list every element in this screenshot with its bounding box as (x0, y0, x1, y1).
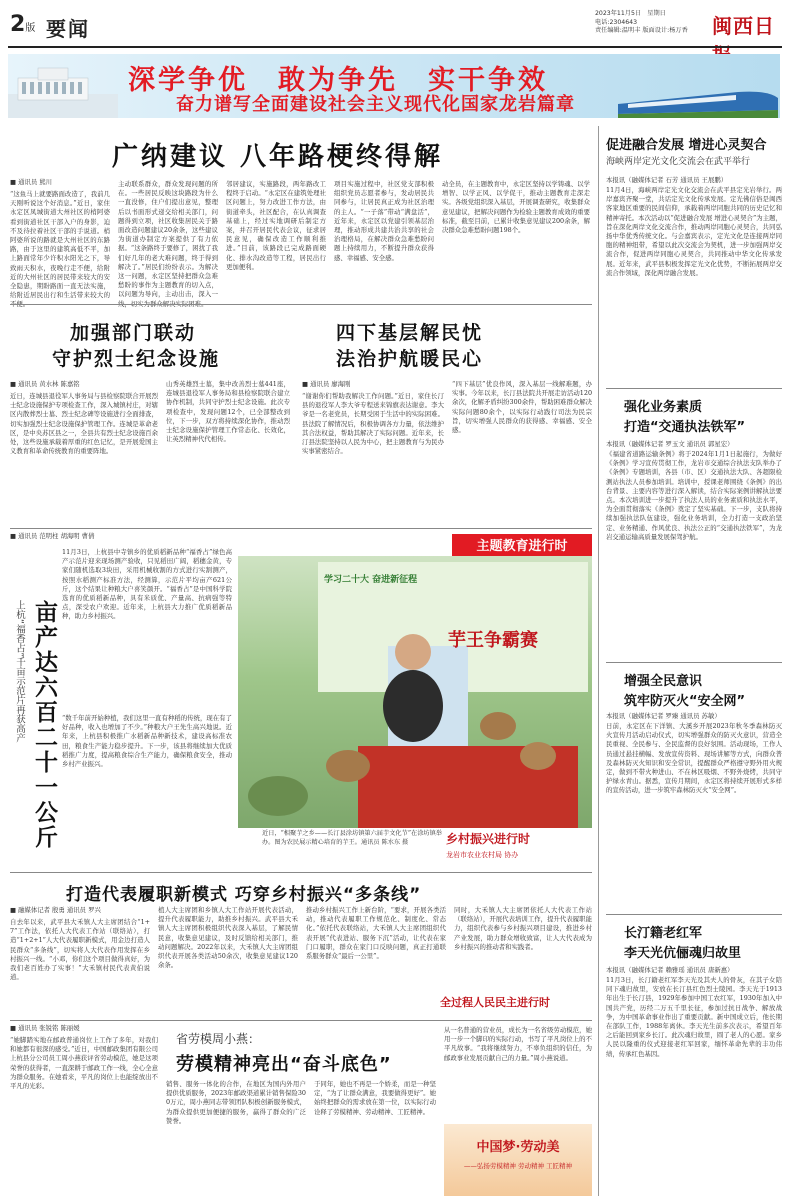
article2-body-col2: 山秀英雄烈士墓，集中改善烈士墓441座，连城县退役军人事务局和县检察院联合建立协作机制，共同守护烈士纪念设施。此次专项检查中，发现问题12个，已全部整改到位，下一步，双方将持续深化协作，推动烈士纪念设施保护管理工作常态化、长效化，让英烈精神代代相传。 (166, 380, 290, 444)
china-dream-tag (444, 1124, 592, 1196)
article6-headline: 劳模精神亮出“奋斗底色” (176, 1054, 392, 1075)
theme-banner (8, 54, 780, 118)
right1-byline: 本报讯（融媒体记者 石芳 通讯员 王展鹏） (606, 176, 728, 184)
phone-number: 电话:2304643 (595, 18, 638, 26)
right3-byline: 本报讯（融媒体记者 罗臻 通讯员 苏敏） (606, 712, 721, 720)
divider (606, 662, 782, 663)
editor-credits: 责任编辑:温明丰 版面设计:杨万香 (595, 27, 688, 34)
article5-body-col2: 植人大主席团和乡镇人大工作站开展代表活动，提升代表履职能力，助推乡村振兴。武平县大禾镇人大主席团积极组织代表深入基层，了解民情民意，收集意见建议，及时反馈给相关部门，推动问题解决。2022年以来，大禾镇人大主席团组织代表开展各类活动50余次，收集意见建议120余条。 (158, 906, 298, 970)
article1-body-col2: 主动联系群众，群众发现问题的所在。一些居民反映这块路段为什么一直没修，住户们提出意见，整理后以书面形式递交给相关部门，问题得到立项，社区收集居民关于路面改造问题建议20余条，这些建议为街道办制定方案提供了有力依据。“这条路终于要修了，困扰了我们好几年的老大难问题，终于得到解决了。”居民们纷纷表示。为解决这一问题，永定区坚持把群众急难愁盼的事作为主题教育的切入点，以问题为导向，主动出击，深入一 (118, 180, 218, 299)
right2-headline-line2: 打造“交通执法铁军” (624, 420, 746, 435)
right3-headline-line1: 增强全民意识 (624, 674, 703, 689)
article4-subheadline: 上杭“福香占”千亩示范片再获高产 (14, 600, 25, 743)
article1-body-col5: 动全员，在主题教育中，永定区坚持以学铸魂、以学增智、以学正风、以学促干，推动主题教育走深走实。各级党组织深入基层，开展调查研究，收集群众意见建议，把解决问题作为检验主题教育成效的重要标准，截至目前，已累计收集意见建议200余条，解决群众急难愁盼问题198个。 (442, 180, 590, 235)
section-title: 要闻 (46, 17, 90, 41)
divider (10, 528, 592, 529)
column-divider (598, 126, 599, 1196)
page-number-digit: 2 (10, 12, 26, 37)
rural-revitalization-tag (446, 830, 592, 866)
issue-date: 2023年11月5日 星期日 (595, 10, 666, 17)
rural-tag-sponsor: 龙岩市农业农村局 协办 (446, 851, 519, 859)
article3-body-col1: “谢谢你们帮助我解决工作问题。”近日，家住长汀县的退役军人李大爷专程送来锦旗表达谢意。李大爷是一名老党员，长期受困于生活中的实际困难。县法院了解情况后，积极协调各方力量，依法维护其合法权益，帮助其解决了实际问题。近年来，长汀县法院坚持以人民为中心，把主题教育与为民办实事紧密结合。 (302, 392, 444, 456)
china-dream-title: 中国梦·劳动美 (476, 1140, 560, 1155)
article1-byline: ■ 通讯员 熊川 (10, 178, 53, 186)
right3-body: 日前，永定区在下洋镇、大溪乡开展2023年秋冬季森林防灭火宣传月活动启动仪式，切实增强群众的防灭火意识，营造全民重视、全民参与、全民监督的良好氛围。活动现场，工作人员通过悬挂横幅、发放宣传资料、现场讲解等方式，向群众普及森林防灭火知识和安全常识，提醒群众严格遵守野外用火规定，做到不带火种进山、不在林区吸烟、不野外烧烤，共同守护绿水青山。据悉，宣传月期间，永定区将持续开展形式多样的宣传活动，进一步筑牢森林防灭火“安全网”。 (606, 722, 782, 795)
article4-byline: ■ 通讯员 范明柱 胡海明 曹倩 (10, 532, 95, 540)
article6-body-col2: 销售、服务一体化的合作，在地区为国内外用户提供优质服务，2023年邮政渠道累计销售保险300万元，周小燕同志带领团队积极创新服务模式，为群众提供更加便捷的服务，赢得了群众的广泛赞誉。 (166, 1080, 306, 1125)
event-photo (238, 556, 592, 828)
whole-process-democracy-tag: 全过程人民民主进行时 (440, 996, 550, 1009)
divider (10, 304, 592, 305)
photo-sign-title: 芋王争霸赛 (448, 630, 538, 651)
article1-headline: 广纳建议 八年路梗终得解 (112, 142, 444, 172)
right1-body: 11月4日，海峡两岸定光文化交流会在武平县定光岩举行。两岸嘉宾齐聚一堂，共话定光文化传承发展。定光佛信俗是闽西客家地区重要的民间信仰，承载着两岸同胞共同的历史记忆和精神寄托。本次活动以“促进融合发展 增进心灵契合”为主题，旨在深化两岸文化交流合作，推动两岸同胞心灵契合，共同弘扬中华优秀传统文化。与会嘉宾表示，定光文化是连接两岸同胞的精神纽带，希望以此次交流会为契机，进一步加强两岸交流合作，促进两岸同胞心灵契合，共同推动中华文化传承发展。近年来，武平县积极发挥定光文化优势，不断拓展两岸交流合作领域，深化两岸融合发展。 (606, 186, 782, 277)
china-dream-subtitle: ——弘扬劳模精神 劳动精神 工匠精神 (463, 1162, 573, 1170)
banner-subheadline: 奋力谱写全面建设社会主义现代化国家龙岩篇章 (176, 94, 575, 115)
right4-headline-line1: 长汀籍老红军 (624, 926, 703, 941)
right1-subheadline: 海峡两岸定光文化交流会在武平举行 (606, 157, 751, 167)
newspaper-logo: 闽西日 (712, 14, 775, 38)
right4-byline: 本报讯（融媒体记者 赖雅瑶 通讯员 唐新惠） (606, 966, 734, 974)
right2-headline-line1: 强化业务素质 (624, 400, 703, 415)
article3-headline-line2: 法治护航暖民心 (336, 348, 484, 370)
banner-headline: 深学争优 敢为争先 实干争效 (128, 65, 548, 96)
right3-headline-line2: 筑牢防灭火“安全网” (624, 694, 746, 709)
photo-caption: 近日，“相聚芋之乡——长汀县涂坊镇第六届芋文化节”在涂坊镇举办。图为农民展示精心培育的芋王。通讯员 陈水东 摄 (262, 830, 442, 846)
right4-body: 11月3日，长汀籍老红军李天光及其夫人的骨灰，在其子女陪同下魂归故里，安放在长汀县红色烈士陵园。李天光于1913年出生于长汀县，1929年参加中国工农红军，1930年加入中国共产党，历经二万五千里长征，参加过抗日战争、解放战争，为中国革命事业作出了重要贡献。新中国成立后，他长期在部队工作，1988年离休。李天光生前多次表示，希望百年之后能回到家乡长汀。此次魂归故里，圆了老人的心愿。家乡人民以隆重的仪式迎接老红军回家，缅怀革命先辈的丰功伟绩，传承红色基因。 (606, 976, 782, 1058)
right2-byline: 本报讯（融媒体记者 罗玉文 通讯员 郭星宏） (606, 440, 734, 448)
article3-body-col2: “四下基层”优良作风，深入基层一线解难题，办实事。今年以来，长汀县法院共开展走访活动120余次，化解矛盾纠纷300余件，帮助困难群众解决实际问题80余个，以实际行动践行司法为民宗旨，切实增强人民群众的获得感、幸福感、安全感。 (452, 380, 593, 435)
photo-sign-slogan: 学习二十大 奋进新征程 (324, 575, 418, 585)
article6-kicker: 省劳模周小燕： (176, 1032, 261, 1046)
article1-body-col3: 邻居建议，实施路段，两年路改工程终于启动。“永定区在建筑处理社区问题上，努力改进工作方法，由街道牵头，社区配合，在认真调查基础上，经过实地调研后制定方案，并召开居民代表会议，征求居民意见，确保改造工作顺利推进。”目前，该路段已完成路面硬化、排水沟改造等工程，居民出行更加便利。 (226, 180, 326, 271)
theme-education-tag: 主题教育进行时 (452, 534, 592, 560)
article5-byline: ■ 融媒体记者 殷勇 通讯员 罗兴 (10, 906, 101, 914)
train-illustration-icon (618, 74, 780, 118)
article2-body-col1: 近日，连城县退役军人事务局与县检察院联合开展烈士纪念设施保护专项检查工作，深入城镇村庄，对辖区内散葬烈士墓、烈士纪念碑等设施进行全面排查，切实加强烈士纪念设施保护管理工作。连城是革命老区，是中央苏区县之一，全县共有烈士纪念设施百余处，这些设施承载着厚重的红色记忆，是开展爱国主义教育和革命传统教育的重要阵地。 (10, 392, 158, 456)
masthead-meta (595, 10, 705, 36)
divider (606, 914, 782, 915)
divider (10, 1020, 592, 1021)
article1-body-col4: 项目实施过程中，社区党支部积极组织党员志愿者参与，发动居民共同参与，让居民真正成为社区治理的主人。“一子落”带动“满盘活”，近年来，永定区以党建引领基层治理，推动形成共建共治共享的社会治理格局，在解决群众急难愁盼问题上持续用力，不断提升群众获得感、幸福感、安全感。 (334, 180, 434, 262)
right1-headline: 促进融合发展 增进心灵契合 (606, 138, 767, 153)
photo-background-icon (238, 556, 592, 828)
page-number (10, 12, 35, 37)
page-unit: 版 (25, 23, 36, 34)
right4-headline-line2: 李天光伉俪魂归故里 (624, 946, 742, 961)
article2-headline-line2: 守护烈士纪念设施 (52, 348, 221, 370)
article1-body-col1: “这鱼马上就要路面改造了，我前几天刚听说这个好消息。”近日，家住永定区凤城街道大州社区的梢阿婆看到街道社区干部入户的身影，迫不及待拉着社区干部的手说道。梢阿婆所说的路就是大州社区的东路路，由于这里的建筑高低不平，加上路面常年少许积水阳光之下，导致雨天积水，夜晚行走不便，给附近的大州社区的居民带来较大的安全隐患，期盼路面一直无法实施，给附近居民出行和生活带来较大的 (10, 190, 110, 300)
article2-byline: ■ 通讯员 黄水林 陈嘉铭 (10, 380, 80, 388)
masthead-rule (8, 46, 782, 48)
right2-body: 《福建省道路运输条例》将于2024年1月1日起施行，为做好《条例》学习宣传贯彻工作，龙岩市交通综合执法支队举办了《条例》专题培训，各县（市、区）交通执法大队、各超限检测站执法人员参加培训。培训中，授课老师围绕《条例》的出台背景、主要内容等进行深入解读，结合实际案例讲解执法要点。本次培训进一步提升了执法人员的业务素质和执法水平，为全面贯彻落实《条例》奠定了坚实基础。下一步，支队将持续加强执法队伍建设，强化业务培训，全力打造一支政治坚定、业务精通、作风优良、执法公正的“交通执法铁军”，为龙岩交通运输高质量发展保驾护航。 (606, 450, 782, 541)
article5-body-col3: 推动乡村振兴工作上新台阶，“要求，开展各类活动，推动代表履职工作规范化、制度化、常态化。”依托代表联络站，大禾镇人大主席团组织代表开展“代表进站、服务下沉”活动，让代表在家门口履职，群众在家门口反映问题，真正打通联系服务群众“最后一公里”。 (306, 906, 446, 961)
building-illustration-icon (8, 54, 118, 118)
article5-body-col1: 自去年以来，武平县大禾镇人大主席团结合“1+7”工作法，依托人大代表工作站（联络站），打造“1+2+1”人大代表履职新模式，用金边打造人民群众“多条线”，切实将人大代表作用发挥在乡村振兴一线。“小邓，你们这个项目做得真好，为我们老百姓办了实事！”大禾镇村民代表黄伯说道。 (10, 918, 150, 982)
article3-headline-line1: 四下基层解民忧 (336, 322, 484, 344)
article2-headline-line1: 加强部门联动 (70, 322, 197, 344)
article6-body-col3: 于同年，她也不再是一个娇柔，而是一种坚定，“为了让群众满意，我要做得更好”。她始终把群众的需求放在第一位，以实际行动诠释了劳模精神、劳动精神、工匠精神。 (314, 1080, 436, 1116)
divider (606, 388, 782, 389)
article4-body-col2: “数千年前开始种植，我们这里一直有种稻的传统，现在有了好品种，收入也增加了不少。”种粮大户王先生高兴地说。近年来，上杭县积极推广水稻新品种新技术，建设高标准农田，粮食生产能力稳步提升。下一步，该县将继续加大优质稻推广力度，提高粮食综合生产能力，确保粮食安全，推动乡村产业振兴。 (62, 714, 232, 769)
article4-body-col1: 11月3日，上杭县中寺镇乡的优质稻新品种“福香占”绿色高产示范片迎来现场测产验收，只见稻田广阔，稻穗金黄，专家们随机选取3块田，采用机械收割的方式进行实割测产，按照水稻测产标准方法，经测算，示范片平均亩产621公斤，这个结果让种粮大户喜笑颜开。“福香占”是中国科学院选育的优质稻新品种，具有米质优、产量高、抗病强等特点，深受农户欢迎。近年来，上杭县大力推广优质稻新品种，助力乡村振兴。 (62, 548, 232, 621)
article3-byline: ■ 通讯员 廖海刚 (302, 380, 351, 388)
rural-tag-title: 乡村振兴进行时 (446, 832, 531, 846)
article6-byline: ■ 通讯员 张锐铭 陈丽媛 (10, 1024, 80, 1032)
article6-body-col4: 从一名普通的营业员，成长为一名省级劳动模范，她用一步一个脚印的实际行动，书写了平凡岗位上的不平凡故事。“我将继续努力，不辜负组织的信任，为邮政事业发展贡献自己的力量。”周小燕说道。 (444, 1026, 592, 1062)
divider (10, 872, 592, 873)
masthead (0, 0, 790, 52)
article4-headline: 亩产达六百二十一公斤 (31, 600, 57, 850)
article6-body-col1: “她脚踏实地在邮政普通岗位上工作了多年，对我们和她都有很深的感受。”近日，中国邮政集团有限公司上杭县分公司员工周小燕获评省劳动模范，她是这项荣誉的获得者，一直深耕于邮政工作一线，全心全意为群众服务。在她看来，平凡的岗位上也能绽放出不平凡的光彩。 (10, 1036, 158, 1091)
article5-body-col4: 同时，大禾镇人大主席团依托人大代表工作站（联络站），开展代表培训工作，提升代表履职能力，组织代表参与乡村振兴项目建设，推进乡村产业发展，助力群众增收致富，让人大代表成为乡村振兴的推动者和实践者。 (454, 906, 592, 951)
article5-headline: 打造代表履职新模式 巧穿乡村振兴“多条线” (66, 885, 422, 905)
